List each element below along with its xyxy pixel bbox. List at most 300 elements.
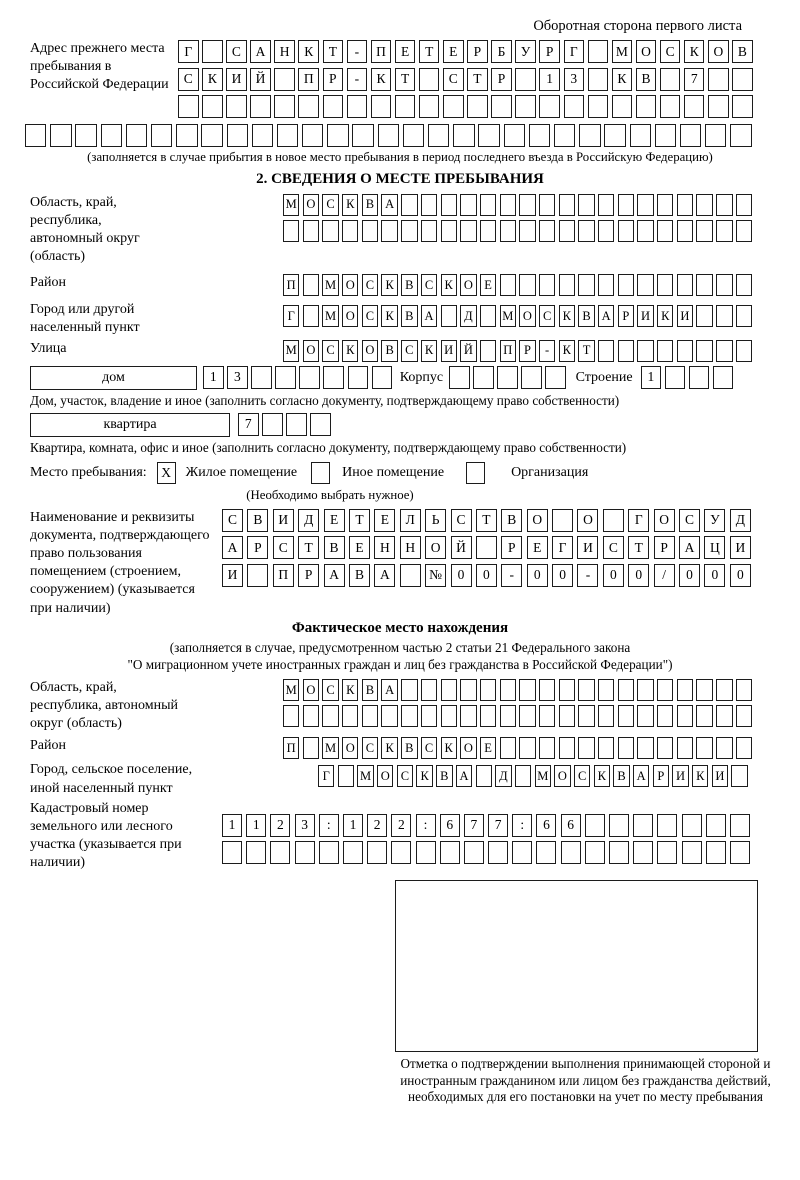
char-box: Т [419,40,440,63]
char-box [529,124,550,147]
char-box [731,765,747,787]
char-box [176,124,197,147]
oblast-label: Область, край, республика, автономный округ (область) [30,194,140,265]
stroenie-cells [641,366,737,389]
char-box [677,705,693,727]
char-box: Д [460,305,476,327]
char-box [736,274,752,296]
char-box [706,814,726,837]
char-box [476,536,497,559]
char-box: И [730,536,751,559]
char-box [504,124,525,147]
char-box: С [603,536,624,559]
char-box [251,366,272,389]
char-box: - [501,564,522,587]
char-box: О [362,340,378,362]
char-box: Р [618,305,634,327]
char-box: С [222,509,243,532]
char-box [303,705,319,727]
char-box: М [535,765,551,787]
char-box: 0 [628,564,649,587]
char-box: 1 [343,814,363,837]
char-box: С [322,679,338,701]
char-box: О [554,765,570,787]
char-box [343,841,363,864]
char-box [637,679,653,701]
char-box [637,194,653,216]
doc-row-3 [222,564,755,587]
char-box [680,124,701,147]
char-box: Б [491,40,512,63]
char-box: С [660,40,681,63]
cadastre-label: Кадастровый номер земельного или лесного участка (указывается при наличии) [30,800,182,871]
oblast-field [30,194,800,267]
prev-address-field [30,40,800,123]
doc-row-1 [222,509,755,532]
char-box [441,305,457,327]
char-box: Т [578,340,594,362]
char-box [561,841,581,864]
char-box [371,95,392,118]
char-box [519,679,535,701]
char-box [736,340,752,362]
char-box [449,366,470,389]
char-box: Е [443,40,464,63]
doc-field [30,509,800,618]
char-box: У [515,40,536,63]
char-box [578,705,594,727]
char-box: С [322,340,338,362]
char-box: А [421,305,437,327]
char-box [657,737,673,759]
char-box [539,95,560,118]
char-box [736,194,752,216]
char-box [736,305,752,327]
char-box: Д [730,509,751,532]
char-box [440,841,460,864]
prev-address-rows [178,40,756,123]
char-box: Л [400,509,421,532]
char-box [460,220,476,242]
char-box: 0 [704,564,725,587]
char-box [362,705,378,727]
char-box [579,124,600,147]
char-box [403,124,424,147]
char-box: : [512,814,532,837]
option-inoe-label: Иное помещение [342,464,445,480]
char-box: О [708,40,729,63]
option-org-label: Организация [511,464,589,480]
char-box: С [539,305,555,327]
char-box: М [283,340,299,362]
char-box: В [349,564,370,587]
cadastre-field [30,800,800,873]
char-box: В [362,194,378,216]
char-box [395,95,416,118]
char-box: - [539,340,555,362]
char-box: О [636,40,657,63]
option-zhiloe-label: Жилое помещение [185,464,298,480]
char-box [227,124,248,147]
char-box [441,679,457,701]
char-box: О [303,340,319,362]
char-box [696,220,712,242]
char-box [660,95,681,118]
char-box [453,124,474,147]
checkbox-inoe [311,462,330,484]
char-box [419,95,440,118]
char-box: М [322,274,338,296]
char-box [536,841,556,864]
char-box: О [377,765,393,787]
char-box: В [401,274,417,296]
char-box [151,124,172,147]
char-box: С [421,274,437,296]
char-box [578,274,594,296]
char-box [421,220,437,242]
char-box: А [222,536,243,559]
char-box [372,366,393,389]
fact-gorod-row [318,765,751,787]
ulitsa-label: Улица [30,340,67,356]
char-box [443,95,464,118]
char-box [578,737,594,759]
char-box: 7 [464,814,484,837]
char-box [401,679,417,701]
char-box [636,95,657,118]
char-box [277,124,298,147]
char-box: П [283,737,299,759]
char-box: 3 [564,68,585,91]
char-box: М [322,305,338,327]
char-box [578,194,594,216]
char-box: В [324,536,345,559]
char-box: О [342,737,358,759]
char-box: О [460,274,476,296]
char-box [342,705,358,727]
char-box [552,509,573,532]
char-box: 7 [684,68,705,91]
char-box: Т [323,40,344,63]
char-box [677,274,693,296]
char-box: С [178,68,199,91]
char-box: Р [467,40,488,63]
char-box: О [303,194,319,216]
char-box: Г [178,40,199,63]
char-box [480,705,496,727]
char-box [677,737,693,759]
char-box: К [559,340,575,362]
doc-row-2 [222,536,755,559]
char-box: Г [552,536,573,559]
doc-label: Наименование и реквизиты документа, подтверждающего право пользования помещением (строением, сооружением) (указывается при наличии) [30,509,210,616]
char-box [519,274,535,296]
kvartira-caption: Квартира, комната, офис и иное (заполнить согласно документу, подтверждающему право собственности) [30,439,627,455]
char-box: 3 [295,814,315,837]
korpus-cells [449,366,569,389]
char-box [519,194,535,216]
dom-caption: Дом, участок, владение и иное (заполнить согласно документу, подтверждающему право собственности) [30,392,620,408]
char-box [226,95,247,118]
char-box: С [443,68,464,91]
prev-address-label: Адрес прежнего места пребывания в Российской Федерации [30,41,169,93]
char-box [381,705,397,727]
char-box: № [425,564,446,587]
char-box [201,124,222,147]
char-box [202,95,223,118]
char-box: В [732,40,753,63]
char-box [657,274,673,296]
char-box: Т [349,509,370,532]
char-box [716,220,732,242]
char-box: Е [527,536,548,559]
char-box [500,274,516,296]
char-box: С [362,305,378,327]
char-box [618,340,634,362]
char-box: Р [491,68,512,91]
char-box: К [381,305,397,327]
char-box: : [416,814,436,837]
char-box [637,340,653,362]
char-box: Г [283,305,299,327]
char-box [657,194,673,216]
stroenie-label: Строение [575,369,633,385]
char-box: В [436,765,452,787]
char-box: - [347,40,368,63]
char-box [657,705,673,727]
char-box [319,841,339,864]
gorod-label: Город или другой населенный пункт [30,302,140,336]
char-box [598,737,614,759]
char-box [476,765,492,787]
char-box [716,679,732,701]
char-box: 1 [246,814,266,837]
char-box [708,68,729,91]
char-box: Ц [704,536,725,559]
char-box [665,366,686,389]
korpus-label: Корпус [399,369,444,385]
char-box: В [613,765,629,787]
char-box: К [441,737,457,759]
char-box [716,737,732,759]
char-box [299,366,320,389]
fact-caption-2: "О миграционном учете иностранных граждан и лиц без гражданства в Российской Федерации") [127,656,673,672]
char-box: К [441,274,457,296]
char-box [706,841,726,864]
char-box [559,705,575,727]
char-box [391,841,411,864]
char-box: Е [349,536,370,559]
char-box [564,95,585,118]
char-box: Т [476,509,497,532]
char-box: М [612,40,633,63]
section2-title: 2. СВЕДЕНИЯ О МЕСТЕ ПРЕБЫВАНИЯ [256,170,544,187]
char-box [302,124,323,147]
char-box: П [283,274,299,296]
checkbox-org [466,462,485,484]
char-box: 6 [561,814,581,837]
char-box: О [460,737,476,759]
char-box: Г [564,40,585,63]
char-box: В [501,509,522,532]
dom-box: дом [30,366,197,390]
char-box [730,124,751,147]
char-box [497,366,518,389]
char-box [464,841,484,864]
char-box [378,124,399,147]
char-box: 2 [391,814,411,837]
char-box: 1 [203,366,224,389]
char-box: 7 [238,413,259,436]
char-box [274,95,295,118]
confirmation-stamp-area [395,880,758,1052]
char-box: К [381,274,397,296]
char-box: В [578,305,594,327]
char-box: Р [323,68,344,91]
char-box: М [322,737,338,759]
char-box [585,814,605,837]
fact-gorod-field [30,761,800,797]
char-box [480,305,496,327]
char-box: Н [374,536,395,559]
char-box: О [342,274,358,296]
char-box [283,705,299,727]
char-box [716,274,732,296]
char-box [539,737,555,759]
char-box [250,95,271,118]
char-box [421,705,437,727]
char-box [467,95,488,118]
char-box: Т [298,536,319,559]
char-box [286,413,307,436]
char-box: А [381,679,397,701]
char-box [539,274,555,296]
char-box: С [273,536,294,559]
char-box [460,679,476,701]
char-box [732,95,753,118]
char-box: 0 [476,564,497,587]
char-box [75,124,96,147]
char-box [677,220,693,242]
char-box [298,95,319,118]
char-box [274,68,295,91]
char-box: Н [400,536,421,559]
char-box [554,124,575,147]
prev-address-caption: (заполняется в случае прибытия в новое место пребывания в период последнего въезда в Российскую Федерацию) [87,149,713,164]
char-box [716,194,732,216]
char-box [609,814,629,837]
char-box [559,737,575,759]
char-box [604,124,625,147]
char-box: К [381,737,397,759]
char-box: 0 [730,564,751,587]
char-box: И [226,68,247,91]
char-box: - [577,564,598,587]
char-box: К [342,194,358,216]
char-box [401,705,417,727]
char-box [515,68,536,91]
ulitsa-row [283,340,756,362]
char-box [521,366,542,389]
char-box [500,737,516,759]
char-box [428,124,449,147]
char-box [323,366,344,389]
char-box [367,841,387,864]
char-box: А [456,765,472,787]
prev-address-row-3 [178,95,756,118]
char-box [246,841,266,864]
char-box [322,220,338,242]
char-box [559,220,575,242]
char-box [480,340,496,362]
char-box [545,366,566,389]
dom-row [30,366,800,390]
char-box: А [598,305,614,327]
char-box: И [577,536,598,559]
char-box [352,124,373,147]
char-box [460,705,476,727]
char-box [416,841,436,864]
char-box [519,737,535,759]
char-box [275,366,296,389]
fact-raion-field [30,737,800,759]
char-box [732,68,753,91]
ulitsa-field [30,340,800,362]
char-box [588,68,609,91]
char-box [342,220,358,242]
char-box: 1 [539,68,560,91]
checkbox-zhiloe: X [157,462,176,484]
char-box [730,814,750,837]
char-box: И [273,509,294,532]
char-box [559,194,575,216]
char-box [603,509,624,532]
char-box: Ь [425,509,446,532]
char-box [322,705,338,727]
char-box: О [342,305,358,327]
char-box [682,814,702,837]
char-box [618,194,634,216]
char-box: И [441,340,457,362]
char-box [539,679,555,701]
gorod-row [283,305,756,327]
char-box: С [397,765,413,787]
char-box: С [401,340,417,362]
char-box: В [636,68,657,91]
char-box: Е [480,737,496,759]
char-box: И [677,305,693,327]
char-box: 0 [603,564,624,587]
fact-caption-1: (заполняется в случае, предусмотренном частью 2 статьи 21 Федерального закона [169,639,631,655]
prev-address-row-1 [178,40,756,63]
char-box: А [250,40,271,63]
char-box [677,194,693,216]
prev-address-row-4 [25,124,800,147]
char-box [419,68,440,91]
char-box [730,841,750,864]
char-box [515,95,536,118]
char-box [637,220,653,242]
char-box: И [712,765,728,787]
mesto-caption: (Необходимо выбрать нужное) [246,487,414,502]
char-box [303,220,319,242]
char-box: К [657,305,673,327]
char-box: : [319,814,339,837]
char-box [633,841,653,864]
char-box [618,679,634,701]
char-box [347,95,368,118]
char-box [598,340,614,362]
